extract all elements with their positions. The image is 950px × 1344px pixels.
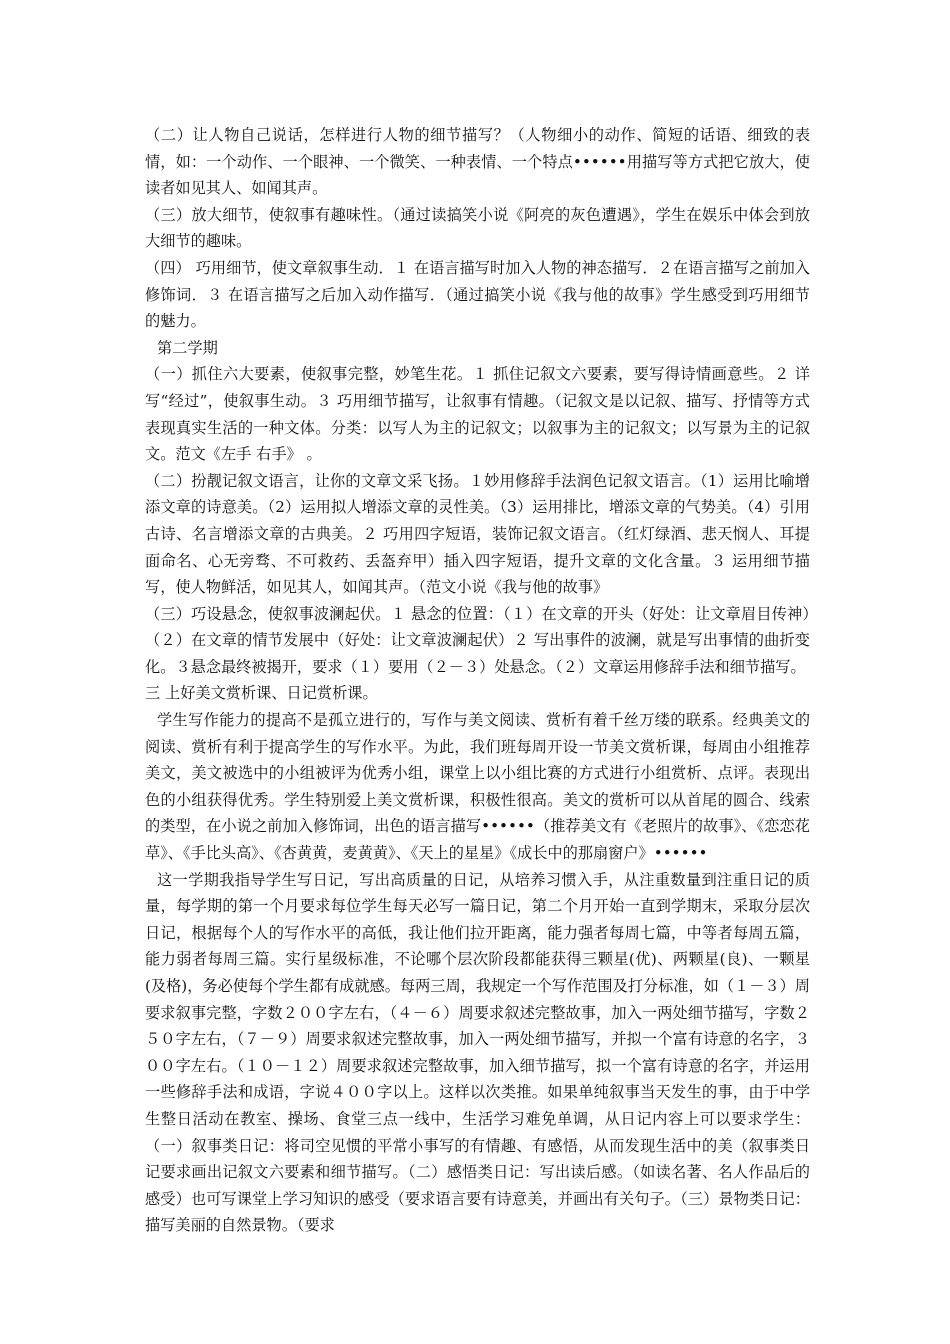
paragraph-detail-dialogue: （二）让人物自己说话，怎样进行人物的细节描写？（人物细小的动作、简短的话语、细致的表情，如：一个动作、一个眼神、一个微笑、一种表情、一个特点••••••用描写等方式把它放大，使读者如见其人、如闻其声。 [145, 126, 810, 198]
section-heading-second-semester: 第二学期 [157, 338, 218, 357]
paragraph-essay-appreciation: 学生写作能力的提高不是孤立进行的，写作与美文阅读、赏析有着千丝万缕的联系。经典美文的阅读、赏析有利于提高学生的写作水平。为此，我们班每周开设一节美文赏析课，每周由小组推荐美文，美文被选中的小组被评为优秀小组，课堂上以小组比赛的方式进行小组赏析、点评。表现出色的小组获得优秀。学生特别爱上美文赏析课，积极性很高。美文的赏析可以从首尾的圆合、线索的类型，在小说之前加入修饰词，出色的语言描写••••••（推荐美文有《老照片的故事》、《恋恋花草》、《手比头高》、《杏黄黄，麦黄黄》、《天上的星星》《成长中的那扇窗户》•••••• [145, 711, 810, 863]
paragraph-enlarge-detail: （三）放大细节，使叙事有趣味性。（通过读搞笑小说《阿亮的灰色遭遇》，学生在娱乐中体会到放大细节的趣味。 [145, 205, 810, 251]
paragraph-suspense: （三）巧设悬念，使叙事波澜起伏。１ 悬念的位置：（１）在文章的开头（好处：让文章眉目传神）（２）在文章的情节发展中（好处：让文章波澜起伏）２ 写出事件的波澜，就是写出事情的曲折变化。３悬念最终被揭开，要求（１）要用（２－３）处悬念。（２）文章运用修辞手法和细节描写。 [145, 604, 810, 676]
document-page [145, 122, 810, 1239]
paragraph-narrative-language: （二）扮靓记叙文语言，让你的文章文采飞扬。１妙用修辞手法润色记叙文语言。（1）运用比喻增添文章的诗意美。（2）运用拟人增添文章的灵性美。（3）运用排比，增添文章的气势美。（4）引用古诗、名言增添文章的古典美。２ 巧用四字短语，装饰记叙文语言。（红灯绿酒、悲天悯人、耳提面命名、心无旁骛、不可救药、丢盔弃甲）插入四字短语，提升文章的文化含量。３ 运用细节描写，使人物鲜活，如见其人，如闻其声。（范文小说《我与他的故事》 [145, 471, 810, 597]
paragraph-clever-detail: （四） 巧用细节，使文章叙事生动．１ 在语言描写时加入人物的神态描写．２在语言描写之前加入修饰词．３ 在语言描写之后加入动作描写．（通过搞笑小说《我与他的故事》学生感受到巧用细节的魅力。 [145, 258, 810, 331]
section-heading-appreciation-class: 三 上好美文赏析课、日记赏析课。 [145, 684, 378, 703]
paragraph-diary-guidance: 这一学期我指导学生写日记，写出高质量的日记，从培养习惯入手，从注重数量到注重日记的质量，每学期的第一个月要求每位学生每天必写一篇日记，第二个月开始一直到学期末，采取分层次日记，根据每个人的写作水平的高低，我让他们拉开距离，能力强者每周七篇，中等者每周五篇，能力弱者每周三篇。实行星级标准，不论哪个层次阶段都能获得三颗星(优)、两颗星(良)、一颗星(及格)，务必使每个学生都有成就感。每两三周，我规定一个写作范围及打分标准，如（１－３）周要求叙事完整，字数２００字左右，（４－６）周要求叙述完整故事，加入一两处细节描写，字数２５０字左右，（７－９）周要求叙述完整故事，加入一两处细节描写，并拟一个富有诗意的名字，３００字左右。（１０－１２）周要求叙述完整故事，加入细节描写，拟一个富有诗意的名字，并运用一些修辞手法和成语，字说４００字以上。这样以次类推。如果单纯叙事当天发生的事，由于中学生整日活动在教室、操场、食堂三点一线中，生活学习难免单调，从日记内容上可以要求学生：（一）叙事类日记：将司空见惯的平常小事写的有情趣、有感悟，从而发现生活中的美（叙事类日记要求画出记叙文六要素和细节描写。（二）感悟类日记：写出读后感。（如读名著、名人作品后的感受）也可写课堂上学习知识的感受（要求语言要有诗意美，并画出有关句子。（三）景物类日记：描写美丽的自然景物。（要求 [145, 870, 810, 1235]
paragraph-six-elements: （一）抓住六大要素，使叙事完整，妙笔生花。１ 抓住记叙文六要素，要写得诗情画意些。２ 详写“经过”，使叙事生动。３ 巧用细节描写，让叙事有情趣。（记叙文是以记叙、描写、抒情等方式表现真实生活的一种文体。分类：以写人为主的记叙文；以叙事为主的记叙文；以写景为主的记叙文。范文《左手 右手》 。 [145, 365, 810, 464]
